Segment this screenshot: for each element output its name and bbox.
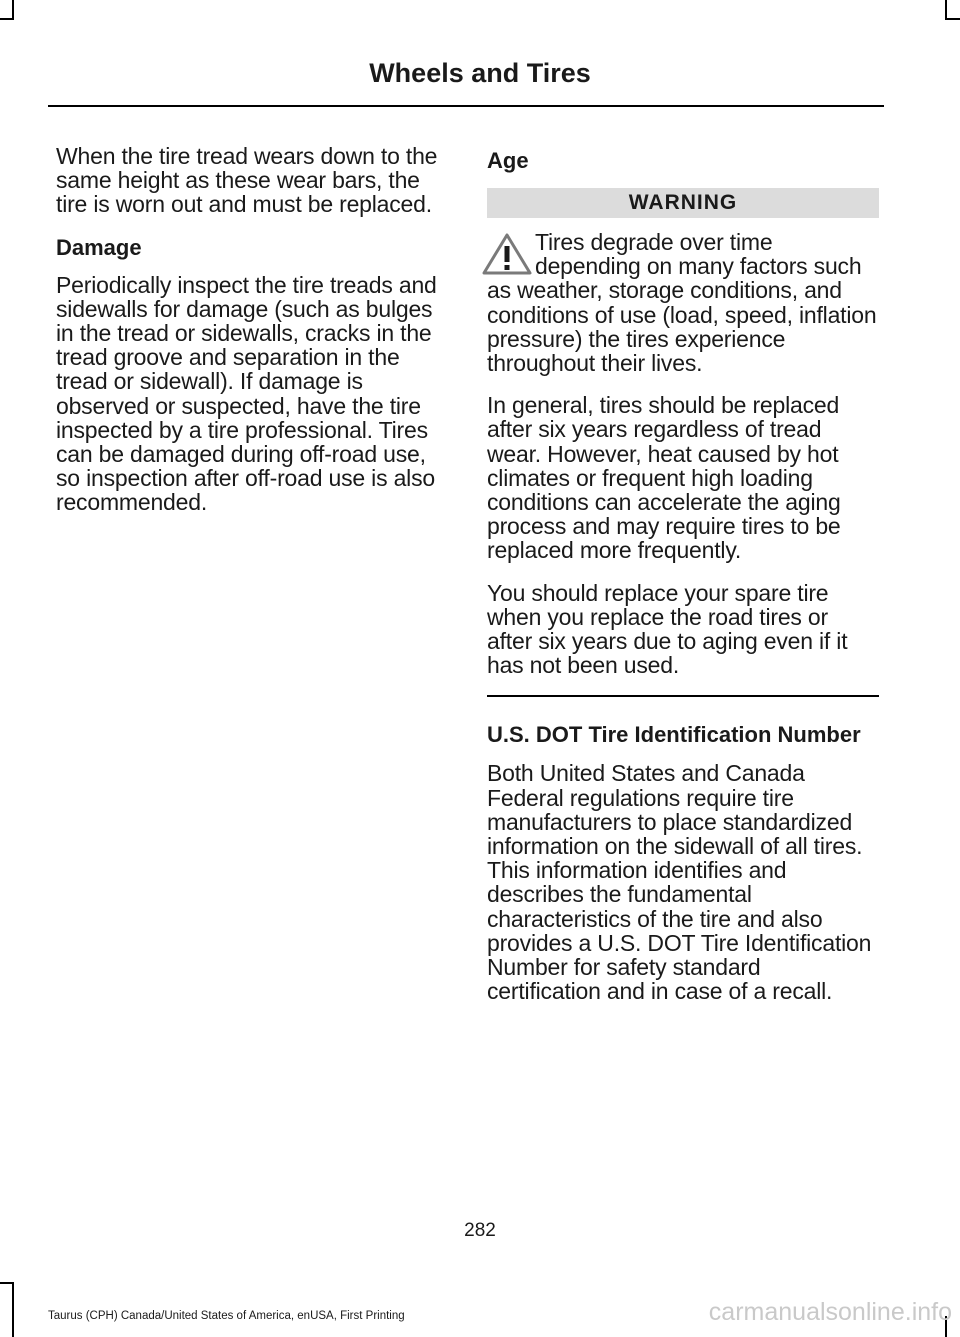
warning-banner: WARNING xyxy=(487,188,879,218)
right-column xyxy=(487,144,879,1021)
header-divider xyxy=(48,105,884,107)
crop-mark-top-left-h xyxy=(0,18,14,20)
page-number: 282 xyxy=(464,1220,496,1241)
crop-mark-bottom-left-h xyxy=(0,1282,14,1284)
warning-text: Tires degrade over time depending on many factors such as weather, storage conditions, and conditions of use (load, speed, inflation pressure) the tires experience throughout their lives. xyxy=(487,229,877,377)
dot-heading: U.S. DOT Tire Identification Number xyxy=(487,722,861,748)
damage-paragraph: Periodically inspect the tire treads and sidewalls for damage (such as bulges in the tread or sidewalls, cracks in the tread groove and separation in the tread or sidewall). If damage is observed or suspected, have the tire inspected by a tire professional. Tires can be damaged during off-road use, so inspection after off-road use is also recommended. xyxy=(56,271,437,516)
dot-paragraph: Both United States and Canada Federal regulations require tire manufacturers to place standardized information on the sidewall of all tires. This information identifies and describes the fundamental characteristics of the tire and also provides a U.S. DOT Tire Identification Number for safety standard certification and in case of a recall. xyxy=(487,760,872,1005)
crop-mark-top-right-h xyxy=(945,18,960,20)
warning-triangle-icon xyxy=(481,232,533,276)
crop-mark-bottom-left-v xyxy=(12,1282,14,1337)
page-title: Wheels and Tires xyxy=(369,58,591,88)
watermark: carmanualsonline.info xyxy=(708,1298,952,1326)
intro-paragraph: When the tire tread wears down to the same height as these wear bars, the tire is worn out and must be replaced. xyxy=(56,143,438,218)
left-column xyxy=(56,144,448,533)
crop-mark-top-right-v xyxy=(945,0,947,20)
crop-mark-top-left-v xyxy=(12,0,14,20)
edition-footer: Taurus (CPH) Canada/United States of America, enUSA, First Printing xyxy=(48,1310,405,1322)
age-heading: Age xyxy=(487,148,529,173)
warning-body xyxy=(487,230,879,375)
damage-heading: Damage xyxy=(56,234,142,260)
age-paragraph-1: In general, tires should be replaced after six years regardless of tread wear. However, heat caused by hot climates or frequent high loading conditions can accelerate the aging process and may require tires to be replaced more frequently. xyxy=(487,392,841,564)
age-paragraph-2: You should replace your spare tire when you replace the road tires or after six years due to aging even if it has not been used. xyxy=(487,579,848,679)
section-divider xyxy=(487,695,879,697)
